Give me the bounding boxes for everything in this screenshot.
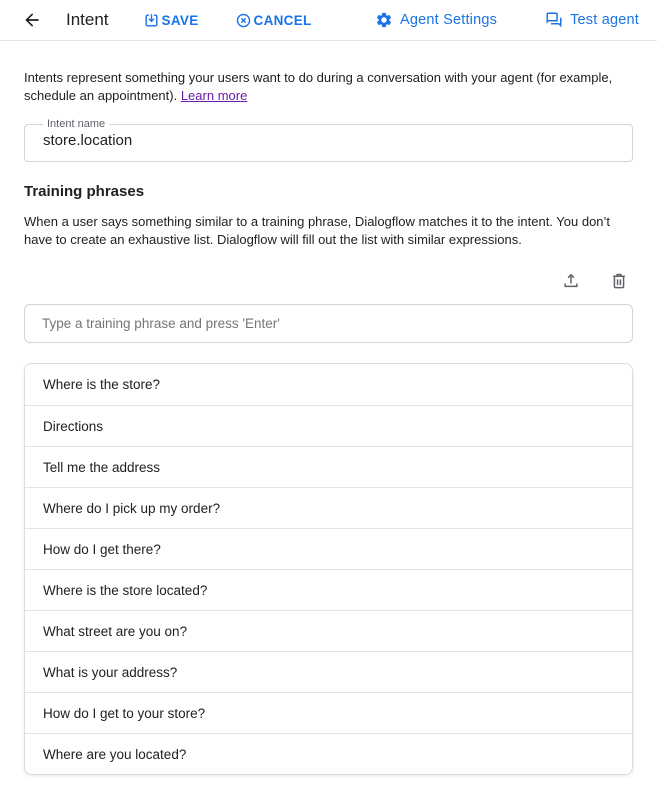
training-phrases-list: [24, 363, 633, 775]
top-toolbar: [0, 0, 657, 41]
intent-name-field: [24, 118, 633, 162]
save-button[interactable]: SAVE: [141, 8, 201, 33]
training-phrase-row[interactable]: How do I get there?: [25, 528, 632, 569]
page-title: Intent: [66, 10, 109, 29]
cancel-button[interactable]: CANCEL: [233, 8, 314, 33]
upload-phrases-button[interactable]: [557, 267, 585, 295]
training-phrase-row[interactable]: Where is the store located?: [25, 569, 632, 610]
training-phrases-description: When a user says something similar to a training phrase, Dialogflow matches it to the intent. You don’t have to create an exhaustive list. Dialogflow will fill out the list with similar expressions.: [24, 214, 611, 247]
training-phrase-row[interactable]: Where are you located?: [25, 733, 632, 774]
chat-forum-icon: [545, 11, 563, 29]
intent-name-input[interactable]: [41, 130, 618, 152]
training-phrase-row[interactable]: Where is the store?: [25, 364, 632, 405]
training-phrase-row[interactable]: What street are you on?: [25, 610, 632, 651]
gear-icon: [375, 11, 393, 29]
intent-description-text: Intents represent something your users want to do during a conversation with your agent (for example, schedule an appointment). Learn more: [24, 70, 613, 103]
phrase-actions-row: [24, 267, 633, 295]
arrow-back-icon: [22, 10, 42, 30]
intent-name-label: Intent name: [47, 118, 106, 130]
learn-more-link[interactable]: Learn more: [180, 88, 248, 103]
training-phrase-row[interactable]: Directions: [25, 405, 632, 446]
delete-phrases-button[interactable]: [605, 267, 633, 295]
training-phrase-input[interactable]: [24, 304, 633, 343]
intent-editor: [0, 69, 657, 775]
upload-icon: [561, 271, 581, 291]
trash-icon: [609, 271, 629, 291]
training-phrases-heading: Training phrases: [24, 183, 145, 200]
test-agent-button[interactable]: Test agent: [543, 7, 641, 33]
save-icon: [143, 12, 160, 29]
training-phrase-row[interactable]: Tell me the address: [25, 446, 632, 487]
back-button[interactable]: [18, 6, 46, 34]
training-phrase-row[interactable]: What is your address?: [25, 651, 632, 692]
agent-settings-button[interactable]: Agent Settings: [373, 7, 499, 33]
training-phrase-row[interactable]: How do I get to your store?: [25, 692, 632, 733]
training-phrase-row[interactable]: Where do I pick up my order?: [25, 487, 632, 528]
cancel-icon: [235, 12, 252, 29]
